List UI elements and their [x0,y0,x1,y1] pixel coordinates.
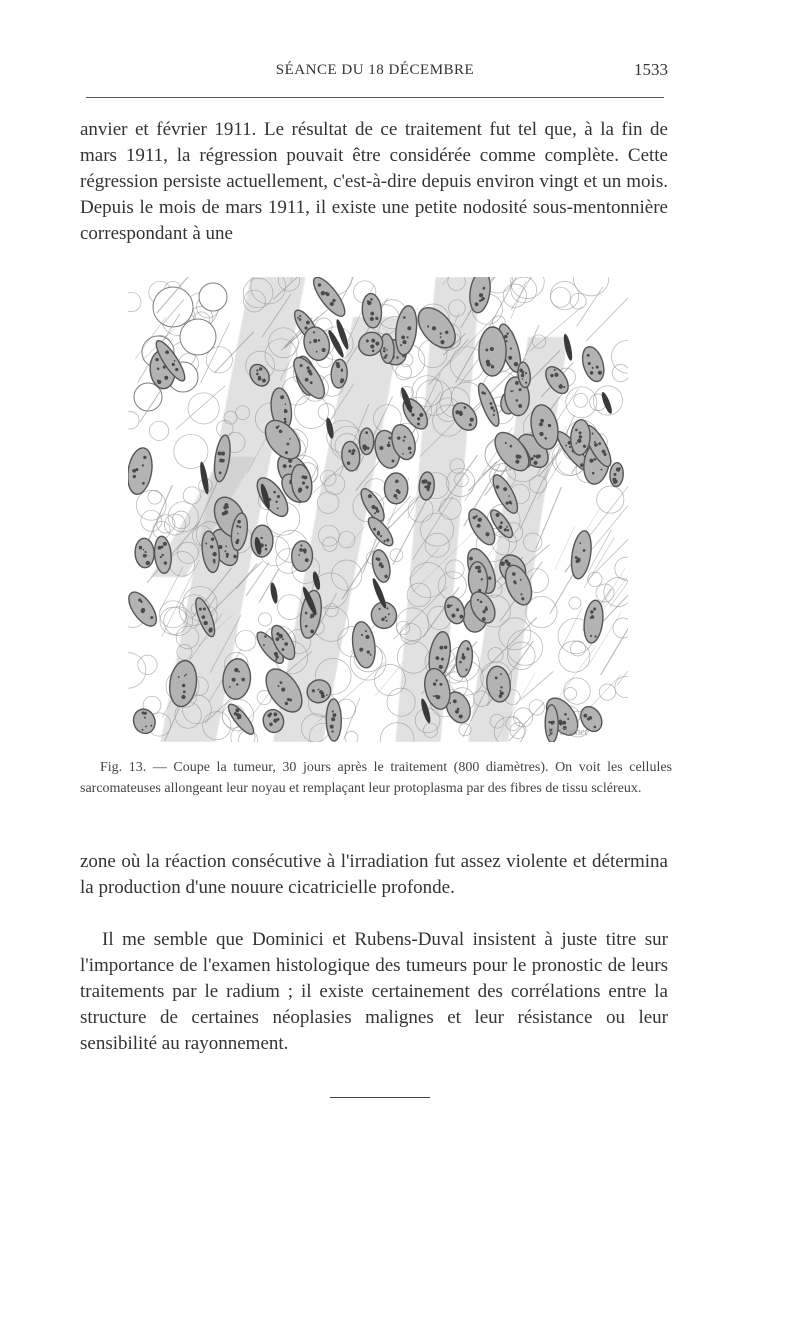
nucleus [250,525,273,558]
nucleus-membrane [609,462,624,487]
fiber-stroke [601,615,628,675]
cell-outline [574,393,588,407]
running-header [80,60,670,86]
body-paragraph-top: anvier et février 1911. Le résultat de ce traitement fut tel que, à la fin de mars 1911, la régression pouvait être considérée comme complète. Cette régression persiste actuellement, c'est-à-dire depuis environ vingt et un mois. Depuis le mois de mars 1911, il existe une petite nodosité sous-mentonnière correspondant à une [80,119,668,244]
page-number: 1533 [634,60,668,79]
cell-outline [128,412,139,429]
nucleus [455,640,474,678]
header-rule [86,97,664,98]
nucleus [326,699,342,741]
nucleus [359,428,373,454]
cell-outline [318,404,335,421]
cell-outline [148,490,162,504]
nucleus-membrane [130,706,158,736]
cell-outline [615,557,628,580]
nucleus [384,473,408,504]
cell-outline [570,293,586,309]
cell-outline [160,601,187,628]
cell-outline [235,630,256,651]
figure-caption-label: Fig. 13. [100,760,147,775]
cell-outline [150,421,169,440]
cell-outline [604,578,628,607]
nucleus-membrane [250,525,273,558]
nucleus-membrane [309,277,350,321]
fiber-stroke [520,671,553,700]
fat-vacuole [180,319,216,355]
nucleus-membrane [128,446,155,496]
cell-outline [550,281,578,309]
nucleus [479,327,507,376]
closing-rule [330,1097,430,1098]
body-paragraph-last: Il me semble que Dominici et Rubens-Duval insistent à juste titre sur l'importance de l'examen histologique des tumeurs pour le pronostic de leurs traitements par le radium ; il existe certainement des corrélations entre la structure de certaines néoplasies malignes et leur résistance ou leur sensibilité au rayonnement. [80,929,668,1054]
cell-outline [141,510,162,531]
cell-outline [345,731,358,742]
cell-outline [258,613,271,626]
nucleus-membrane [134,538,154,568]
histology-figure [128,277,628,742]
cell-outline [564,678,590,704]
nucleus-membrane [384,473,408,504]
nucleus-membrane [479,327,507,376]
cell-outline [613,618,628,638]
fat-vacuole [199,283,227,311]
nucleus [128,588,162,631]
nucleus [130,706,158,736]
nucleus [582,599,605,644]
fat-vacuole [153,287,193,327]
figure-caption-text: — Coupe la tumeur, 30 jours après le traitement (800 diamètres). On voit les cellules sarcomateuses allongeant leur noyau et remplaçant leur protoplasma par des fibres de tissu scléreux. [80,760,672,796]
nucleus [134,538,154,568]
cell-outline [188,393,219,424]
chromatin-granule [365,431,368,434]
cell-outline [128,292,141,311]
spindle-nucleus [600,391,614,415]
fiber-stroke [586,279,628,341]
cell-outline [390,549,403,562]
cell-outline [128,653,146,689]
nucleus [309,277,350,321]
cell-outline [459,724,471,736]
cell-outline [588,572,602,586]
nucleus [569,529,595,580]
nucleus-membrane [579,344,608,384]
cell-outline [295,395,329,429]
nucleus-membrane [569,529,595,580]
nucleus-membrane [475,381,503,428]
running-header-title: SÉANCE DU 18 DÉCEMBRE [275,62,475,78]
nucleus [291,541,313,572]
cell-outline [183,487,200,504]
nucleus-membrane [582,599,605,644]
chromatin-granule [367,447,370,450]
nucleus [475,381,503,428]
figure-caption [80,757,672,799]
nucleus-membrane [393,305,419,356]
histology-illustration [128,277,628,742]
cell-outline [566,387,597,418]
artist-signature: R. Cochet [548,727,588,738]
body-paragraph-continued: zone où la réaction consécutive à l'irradiation fut assez violente et détermina la production d'une nouure cicatricielle profonde. [80,851,668,898]
nucleus-membrane [350,620,378,669]
fiber-stroke [511,282,526,319]
fiber-stroke [487,277,524,331]
nucleus [609,462,624,487]
chromatin-granule [362,444,366,448]
nucleus [350,620,378,669]
cell-outline [511,277,537,303]
nucleus [393,305,419,356]
nucleus [128,446,155,496]
cell-outline [569,597,581,609]
cell-outline [599,684,615,700]
cell-outline [564,688,577,701]
spindle-nucleus [269,582,279,604]
nucleus [579,344,608,384]
